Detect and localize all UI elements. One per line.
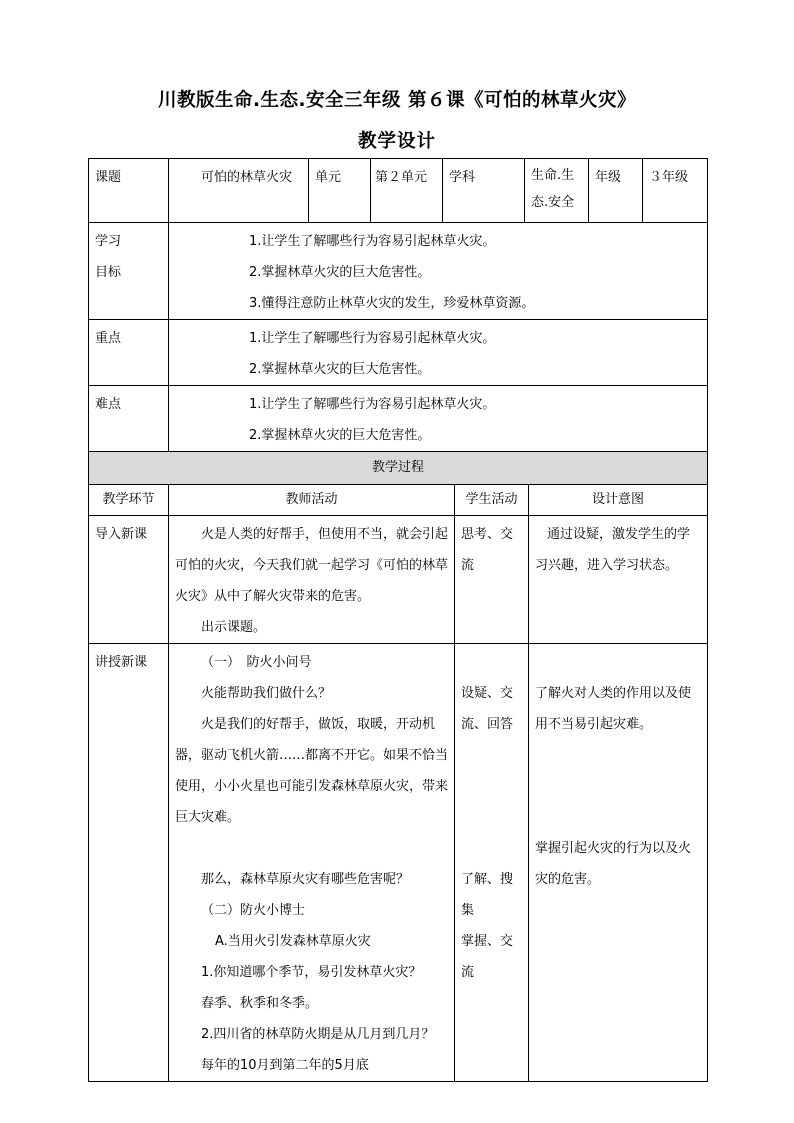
new-lesson-teacher: （一） 防火小问号 火能帮助我们做什么？ 火是我们的好帮手，做饭，取暖，开动机器，驱动飞机火箭……都离不开它。如果不恰当使用，小小火星也可能引发森林草原火灾，带来巨大灾难。 那么，森林草原火灾有哪些危害呢？ （二）防火小博士 A.当用火引发森林草原火灾 1.你知道哪个季节，易引发林草火灾？ 春季、秋季和冬季。 2.四川省的林草防火期是从几月到几月？ 每年的10月到第二年的5月底 — [169, 644, 455, 1082]
goals-row — [89, 223, 708, 320]
difficulties-row — [89, 386, 708, 452]
topic-label: 课题 — [89, 159, 169, 223]
unit-value: 第２单元 — [371, 159, 443, 223]
intro-stage: 导入新课 — [89, 516, 169, 644]
intro-row — [89, 516, 708, 644]
difficulties-label: 难点 — [89, 386, 169, 452]
intro-student: 思考、交流 — [455, 516, 529, 644]
new-lesson-intent: 了解火对人类的作用以及使用不当易引起灾难。 掌握引起火灾的行为以及火灾的危害。 — [529, 644, 708, 1082]
header-stage: 教学环节 — [89, 485, 169, 516]
goal-item: 1.让学生了解哪些行为容易引起林草火灾。 — [249, 234, 496, 249]
keypoint-item: 2.掌握林草火灾的巨大危害性。 — [249, 362, 431, 377]
lesson-plan-table — [88, 158, 707, 1082]
document-subtitle: 教学设计 — [357, 131, 436, 152]
grade-label: 年级 — [589, 159, 643, 223]
new-lesson-stage: 讲授新课 — [89, 644, 169, 1082]
difficulty-item: 2.掌握林草火灾的巨大危害性。 — [249, 428, 431, 443]
new-lesson-row — [89, 644, 708, 1082]
goals-content — [169, 223, 708, 320]
process-header-row — [89, 485, 708, 516]
keypoints-content — [169, 320, 708, 386]
goal-item: 2.掌握林草火灾的巨大危害性。 — [249, 265, 431, 280]
info-row — [89, 159, 708, 223]
keypoint-item: 1.让学生了解哪些行为容易引起林草火灾。 — [249, 331, 496, 346]
subject-value: 生命.生态.安全 — [525, 159, 589, 223]
process-band: 教学过程 — [89, 452, 708, 485]
topic-value: 可怕的林草火灾 — [169, 159, 309, 223]
goals-label: 学习目标 — [89, 223, 169, 320]
keypoints-row — [89, 320, 708, 386]
intro-intent: 通过设疑，激发学生的学习兴趣，进入学习状态。 — [529, 516, 708, 644]
goal-item: 3.懂得注意防止林草火灾的发生，珍爱林草资源。 — [249, 296, 535, 311]
document-title: 川教版生命.生态.安全三年级 第６课《可怕的林草火灾》 — [158, 90, 636, 111]
new-lesson-student: 设疑、交流、回答 了解、搜集 掌握、交流 — [455, 644, 529, 1082]
difficulties-content — [169, 386, 708, 452]
header-teacher: 教师活动 — [169, 485, 455, 516]
intro-teacher: 火是人类的好帮手，但使用不当，就会引起可怕的火灾，今天我们就一起学习《可怕的林草火灾》从中了解火灾带来的危害。 出示课题。 — [169, 516, 455, 644]
grade-value: ３年级 — [643, 159, 708, 223]
unit-label: 单元 — [309, 159, 371, 223]
subject-label: 学科 — [443, 159, 525, 223]
keypoints-label: 重点 — [89, 320, 169, 386]
difficulty-item: 1.让学生了解哪些行为容易引起林草火灾。 — [249, 397, 496, 412]
header-student: 学生活动 — [455, 485, 529, 516]
process-band-row — [89, 452, 708, 485]
header-intent: 设计意图 — [529, 485, 708, 516]
